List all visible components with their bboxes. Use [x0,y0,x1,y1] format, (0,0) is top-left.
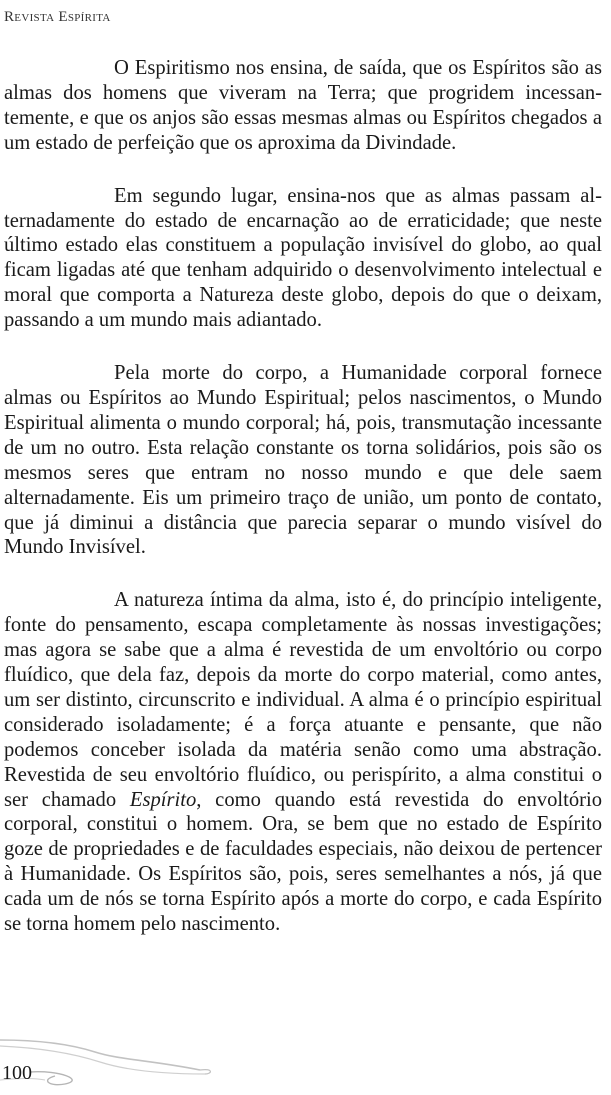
paragraph-4-text-after: , como quando está revestida do envoltório corporal, constitui o homem. Ora, se bem que no estado de Espírito goze de propriedades e de faculdades especiais, não deixou de pertencer à Humanidade. Os Espíritos são, pois, seres semelhantes a nós, já que cada um de nós se torna Espírito após a morte do corpo, e cada Espírito se torna homem pelo nascimento. [4,788,602,936]
paragraph-4 [4,588,602,937]
paragraph-4-text-before: A natureza íntima da alma, isto é, do princípio inteligente, fonte do pensamento, escapa completamente às nossas investigações; mas agora se sabe que a alma é revestida de um envoltório ou corpo fluídico, que dela faz, depois da morte do corpo material, como antes, um ser distinto, circunscrito e individual. A alma é o princípio espiritual considerado isoladamente; é a força atuante e pensante, que não podemos conceber isolada da matéria senão como uma abstração. Revestida de seu envoltório fluídico, ou perispírito, a alma constitui o ser chamado [4,589,602,811]
paragraph-2: Em segundo lugar, ensina-nos que as almas passam alternadamente do estado de encarnação ao de erraticidade; que neste último estado elas constituem a população invisível do globo, ao qual ficam ligadas até que tenham adquirido o desenvolvimento intelectual e moral que comporta a Natureza deste globo, depois do que o deixam, passando a um mundo mais adiantado. [4,184,602,332]
running-header: Revista Espírita [4,9,111,25]
paragraph-3: Pela morte do corpo, a Humanidade corporal fornece almas ou Espíritos ao Mundo Espiritual; pelos nascimentos, o Mundo Espiritual alimenta o mundo corporal; há, pois, transmutação incessante de um no outro. Esta relação constante os torna solidários, pois são os mesmos seres que entram no nosso mundo e que dele saem alternadamente. Eis um primeiro traço de união, um ponto de contato, que já diminui a distância que parecia separar o mundo visível do Mundo Invisível. [4,362,602,559]
paragraph-1: O Espiritismo nos ensina, de saída, que os Espíritos são as almas dos homens que viveram na Terra; que progridem incessantemente, e que os anjos são essas mesmas almas ou Espíritos chegados a um estado de perfeição que os aproxima da Divindade. [4,57,602,154]
swoosh-ornament-icon [0,1030,220,1090]
emphasized-term: Espírito [129,788,197,811]
page-number: 100 [2,1062,32,1084]
article-body [4,56,602,937]
